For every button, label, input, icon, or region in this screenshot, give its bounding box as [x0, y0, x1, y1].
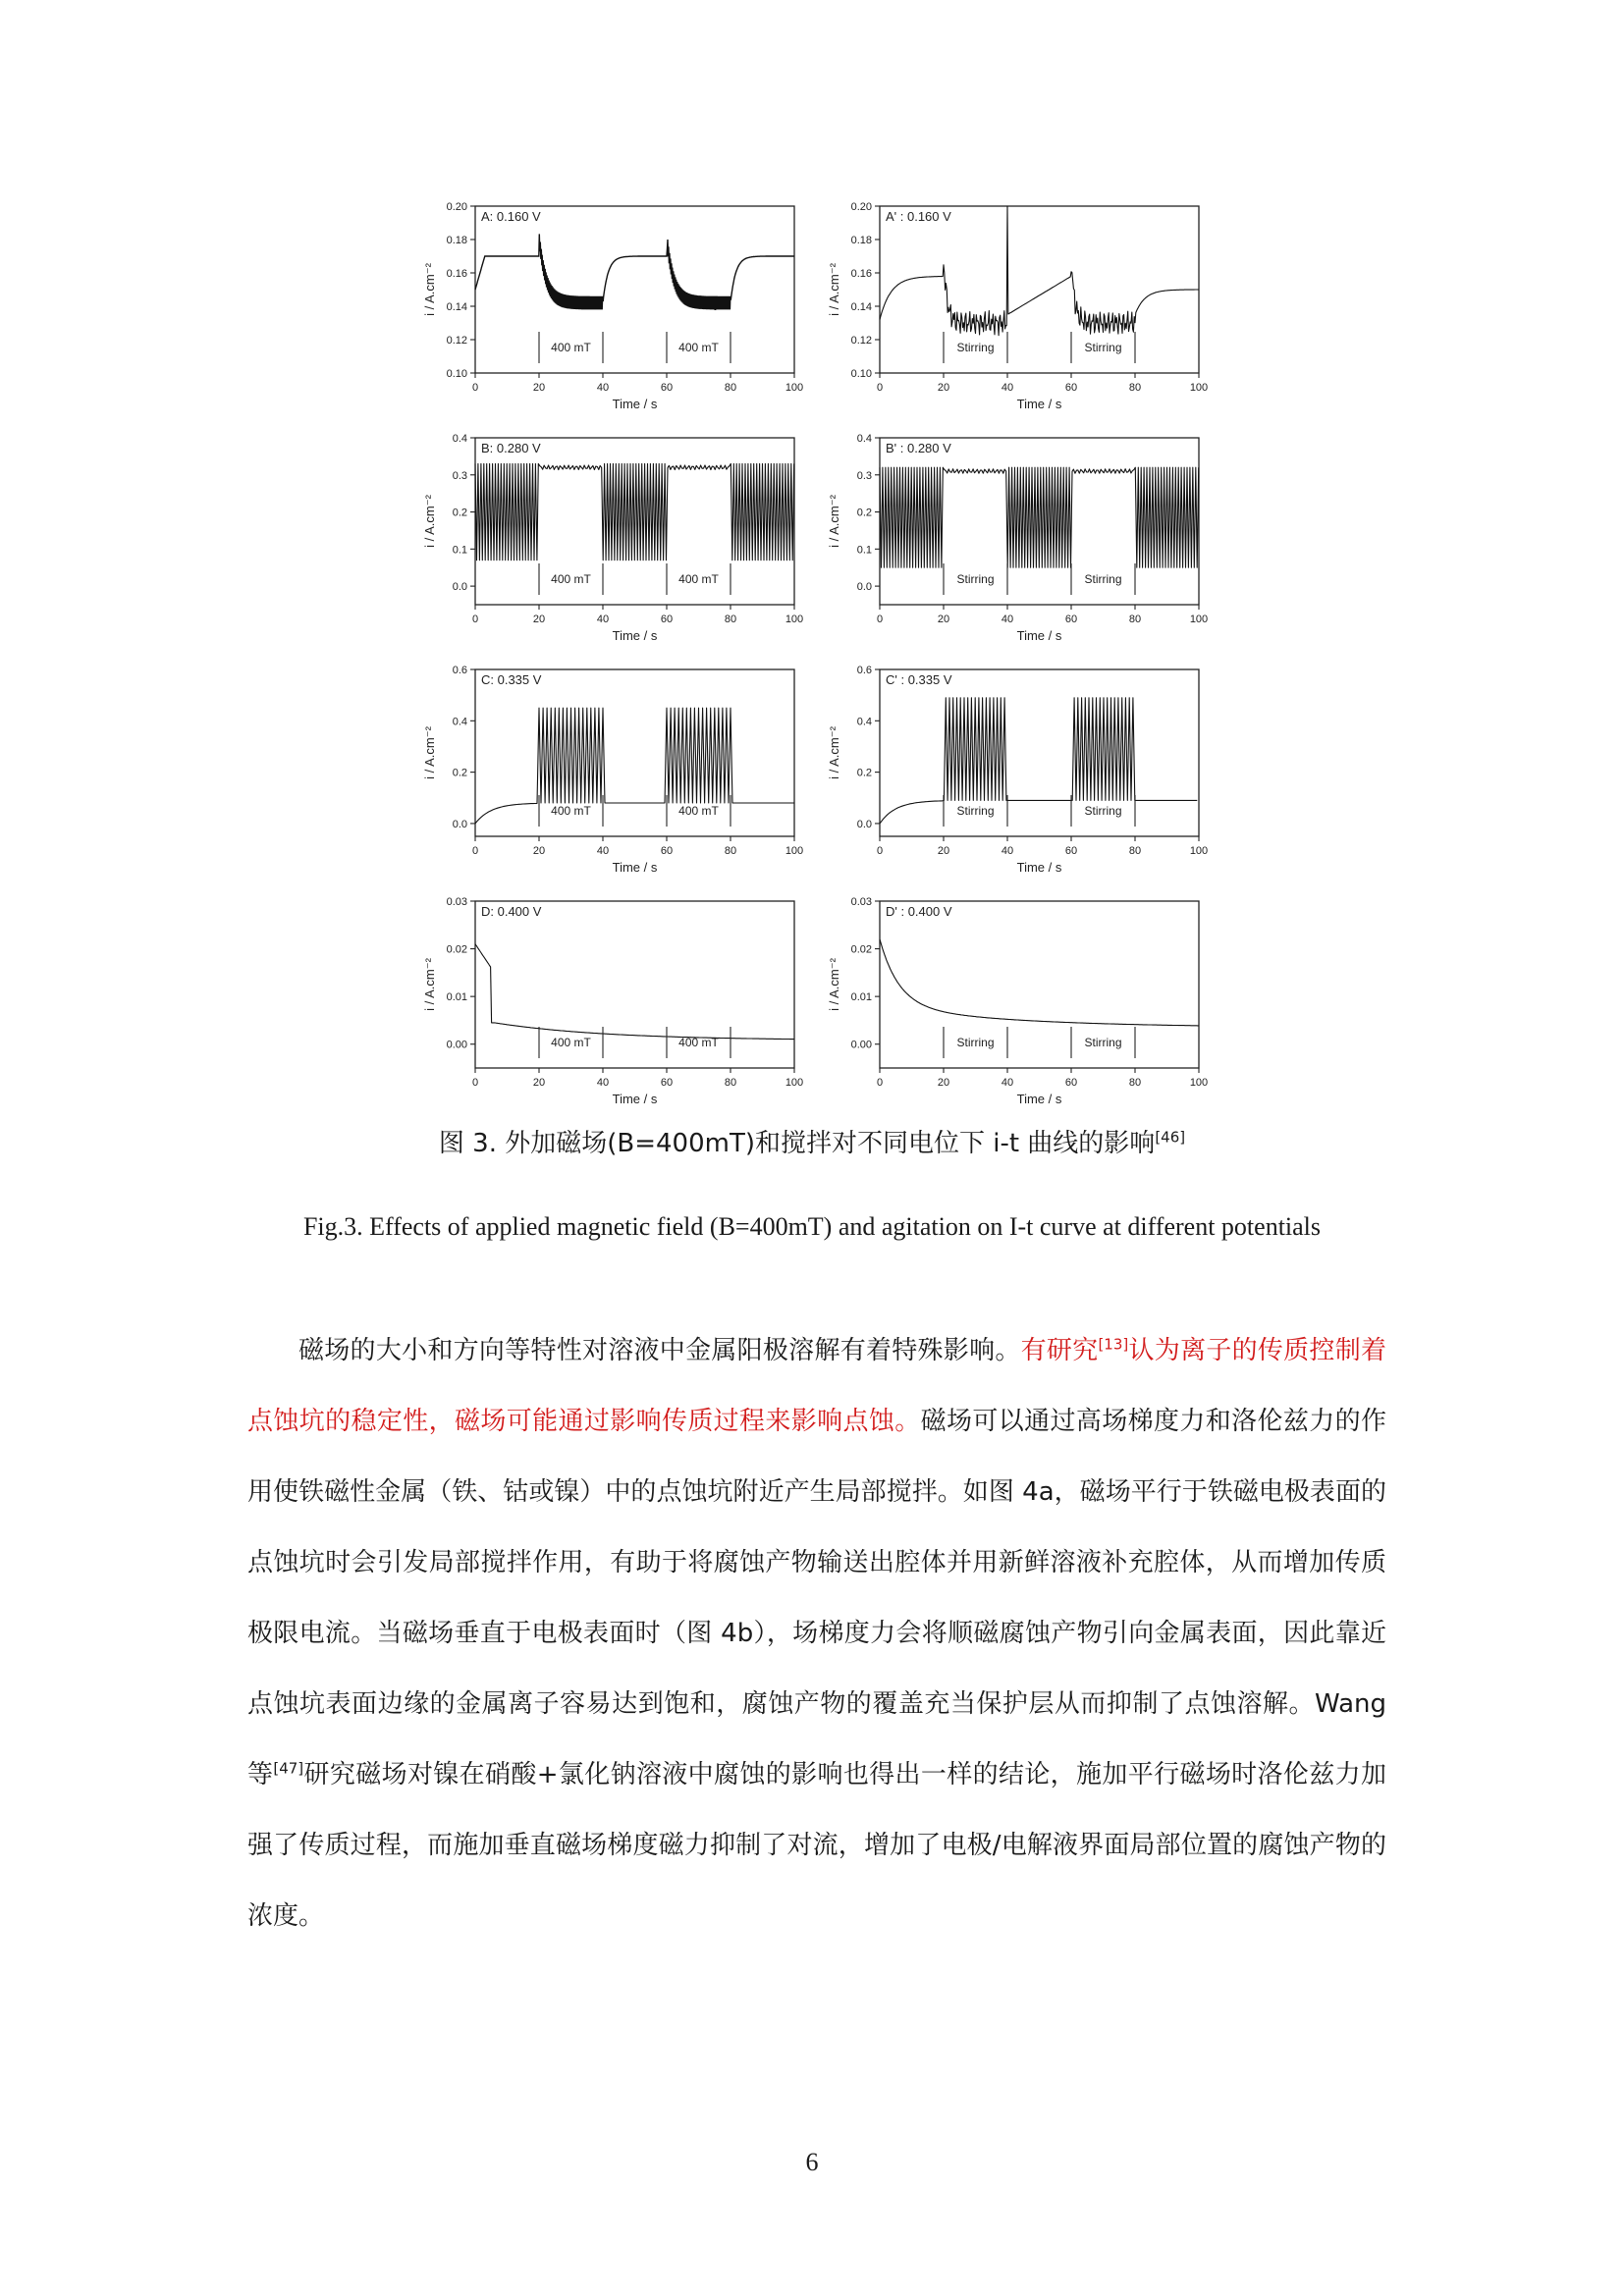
x-tick-label: 0	[876, 1077, 884, 1089]
x-axis-title: Time / s	[612, 860, 658, 875]
chart-panel	[420, 887, 804, 1117]
x-tick-label: 60	[1064, 845, 1078, 857]
panel-title: C: 0.335 V	[481, 672, 542, 687]
chart-panel	[825, 656, 1209, 885]
y-tick-label: 0.00	[446, 1039, 467, 1051]
y-tick-label: 0.01	[850, 991, 872, 1004]
x-tick-label: 80	[724, 614, 737, 625]
x-tick-label: 60	[660, 614, 674, 625]
chart-svg	[825, 192, 1209, 422]
y-tick-label: 0.12	[850, 335, 872, 347]
y-tick-label: 0.01	[446, 991, 467, 1004]
x-tick-label: 0	[876, 614, 884, 625]
body-paragraph: 磁场的大小和方向等特性对溶液中金属阳极溶解有着特殊影响。有研究[13]认为离子的传质控制着点蚀坑的稳定性，磁场可能通过影响传质过程来影响点蚀。磁场可以通过高场梯度力和洛伦兹力的作用使铁磁性金属（铁、钴或镍）中的点蚀坑附近产生局部搅拌。如图 4a，磁场平行于铁磁电极表面的点蚀坑时会引发局部搅拌作用，有助于将腐蚀产物输送出腔体并用新鲜溶液补充腔体，从而增加传质极限电流。当磁场垂直于电极表面时（图 4b），场梯度力会将顺磁腐蚀产物引向金属表面，因此靠近点蚀坑表面边缘的金属离子容易达到饱和，腐蚀产物的覆盖充当保护层从而抑制了点蚀溶解。Wang 等[47]研究磁场对镍在硝酸+氯化钠溶液中腐蚀的影响也得出一样的结论，施加平行磁场时洛伦兹力加强了传质过程，而施加垂直磁场梯度磁力抑制了对流，增加了电极/电解液界面局部位置的腐蚀产物的浓度。	[247, 1335, 1386, 1931]
y-tick-label: 0.18	[850, 235, 872, 246]
x-tick-label: 20	[937, 1077, 950, 1089]
x-tick-label: 0	[471, 1077, 479, 1089]
page-number: 6	[805, 2148, 819, 2176]
y-tick-label: 0.03	[446, 896, 467, 908]
x-tick-label: 80	[724, 845, 737, 857]
chart-panel	[420, 656, 804, 885]
panel-title: A' : 0.160 V	[886, 209, 951, 224]
x-tick-label: 100	[785, 845, 804, 857]
x-tick-label: 40	[596, 382, 610, 394]
x-tick-label: 60	[660, 382, 674, 394]
window-label: Stirring	[1084, 804, 1122, 818]
y-tick-label: 0.20	[850, 201, 872, 213]
window-label: 400 mT	[551, 341, 591, 354]
window-label: 400 mT	[678, 572, 719, 586]
chart-svg	[825, 424, 1209, 654]
y-tick-label: 0.6	[856, 665, 872, 676]
x-tick-label: 0	[876, 845, 884, 857]
x-tick-label: 80	[1128, 382, 1142, 394]
y-tick-label: 0.2	[856, 767, 872, 779]
x-tick-label: 100	[785, 382, 804, 394]
y-axis-title: i / A.cm⁻²	[422, 263, 437, 316]
x-axis-title: Time / s	[612, 397, 658, 411]
plot-frame	[475, 669, 794, 836]
x-tick-label: 0	[471, 614, 479, 625]
window-label: Stirring	[1084, 1036, 1122, 1049]
x-tick-label: 100	[1189, 382, 1209, 394]
window-label: Stirring	[956, 804, 995, 818]
y-tick-label: 0.14	[850, 301, 872, 313]
window-label: Stirring	[956, 1036, 995, 1049]
x-tick-label: 40	[596, 845, 610, 857]
y-tick-label: 0.20	[446, 201, 467, 213]
x-tick-label: 60	[660, 1077, 674, 1089]
x-tick-label: 40	[1001, 845, 1014, 857]
chart-svg	[825, 887, 1209, 1117]
x-axis-title: Time / s	[1016, 397, 1062, 411]
y-tick-label: 0.10	[446, 368, 467, 380]
x-tick-label: 60	[1064, 382, 1078, 394]
x-tick-label: 20	[937, 845, 950, 857]
y-tick-label: 0.3	[452, 469, 467, 482]
y-axis-title: i / A.cm⁻²	[827, 263, 841, 316]
plot-frame	[880, 206, 1199, 373]
x-axis-title: Time / s	[612, 1092, 658, 1106]
x-tick-label: 20	[532, 614, 546, 625]
chart-panel	[420, 192, 804, 422]
x-tick-label: 20	[937, 382, 950, 394]
y-tick-label: 0.4	[856, 433, 872, 445]
chart-svg	[825, 656, 1209, 885]
y-tick-label: 0.0	[856, 581, 872, 594]
y-tick-label: 0.12	[446, 335, 467, 347]
series-line	[475, 708, 794, 824]
x-axis-title: Time / s	[1016, 860, 1062, 875]
panel-title: D: 0.400 V	[481, 904, 542, 919]
y-axis-title: i / A.cm⁻²	[827, 958, 841, 1011]
y-tick-label: 0.6	[452, 665, 467, 676]
panel-title: D' : 0.400 V	[886, 904, 952, 919]
window-label: 400 mT	[551, 804, 591, 818]
y-axis-title: i / A.cm⁻²	[422, 495, 437, 548]
y-tick-label: 0.02	[446, 943, 467, 956]
series-line	[880, 698, 1197, 824]
x-tick-label: 80	[724, 1077, 737, 1089]
window-label: Stirring	[956, 341, 995, 354]
series-line	[475, 944, 794, 1040]
x-tick-label: 100	[1189, 845, 1209, 857]
panel-title: B' : 0.280 V	[886, 441, 951, 455]
window-label: Stirring	[956, 572, 995, 586]
figure-caption-zh: 图 3. 外加磁场(B=400mT)和搅拌对不同电位下 i-t 曲线的影响[46]	[438, 1128, 1186, 1158]
x-tick-label: 40	[596, 1077, 610, 1089]
x-tick-label: 80	[1128, 614, 1142, 625]
y-axis-title: i / A.cm⁻²	[827, 495, 841, 548]
panel-title: B: 0.280 V	[481, 441, 541, 455]
series-line	[880, 467, 1199, 567]
series-line	[880, 206, 1199, 336]
x-tick-label: 100	[785, 1077, 804, 1089]
y-tick-label: 0.03	[850, 896, 872, 908]
y-tick-label: 0.16	[850, 268, 872, 280]
window-label: Stirring	[1084, 572, 1122, 586]
x-tick-label: 60	[1064, 614, 1078, 625]
window-label: Stirring	[1084, 341, 1122, 354]
window-label: 400 mT	[551, 1036, 591, 1049]
plot-frame	[475, 901, 794, 1068]
x-tick-label: 100	[1189, 1077, 1209, 1089]
chart-svg	[420, 887, 804, 1117]
figure-3	[0, 0, 1624, 1109]
y-tick-label: 0.4	[452, 433, 467, 445]
y-tick-label: 0.18	[446, 235, 467, 246]
y-tick-label: 0.16	[446, 268, 467, 280]
y-tick-label: 0.0	[856, 818, 872, 830]
y-tick-label: 0.02	[850, 943, 872, 956]
y-tick-label: 0.00	[850, 1039, 872, 1051]
window-label: 400 mT	[678, 341, 719, 354]
figure-caption-en: Fig.3. Effects of applied magnetic field (B=400mT) and agitation on I-t curve at different potentials	[302, 1212, 1322, 1241]
x-tick-label: 40	[596, 614, 610, 625]
panel-title: A: 0.160 V	[481, 209, 541, 224]
y-tick-label: 0.10	[850, 368, 872, 380]
panel-title: C' : 0.335 V	[886, 672, 952, 687]
x-tick-label: 60	[1064, 1077, 1078, 1089]
y-tick-label: 0.2	[452, 767, 467, 779]
x-tick-label: 80	[724, 382, 737, 394]
x-tick-label: 20	[937, 614, 950, 625]
x-tick-label: 100	[785, 614, 804, 625]
x-tick-label: 40	[1001, 614, 1014, 625]
series-line	[475, 234, 794, 309]
chart-svg	[420, 424, 804, 654]
x-tick-label: 20	[532, 1077, 546, 1089]
y-tick-label: 0.14	[446, 301, 467, 313]
chart-svg	[420, 192, 804, 422]
y-tick-label: 0.0	[452, 818, 467, 830]
y-tick-label: 0.4	[856, 716, 872, 728]
x-tick-label: 0	[471, 845, 479, 857]
y-tick-label: 0.1	[452, 544, 467, 557]
y-axis-title: i / A.cm⁻²	[422, 726, 437, 779]
x-tick-label: 80	[1128, 1077, 1142, 1089]
y-tick-label: 0.1	[856, 544, 872, 557]
x-tick-label: 20	[532, 845, 546, 857]
y-tick-label: 0.4	[452, 716, 467, 728]
x-tick-label: 100	[1189, 614, 1209, 625]
x-tick-label: 0	[471, 382, 479, 394]
y-axis-title: i / A.cm⁻²	[422, 958, 437, 1011]
chart-panel	[825, 192, 1209, 422]
x-tick-label: 40	[1001, 382, 1014, 394]
chart-panel	[420, 424, 804, 654]
chart-panel	[825, 424, 1209, 654]
chart-svg	[420, 656, 804, 885]
y-axis-title: i / A.cm⁻²	[827, 726, 841, 779]
series-line	[880, 939, 1199, 1026]
y-tick-label: 0.2	[856, 507, 872, 519]
x-axis-title: Time / s	[1016, 1092, 1062, 1106]
x-axis-title: Time / s	[612, 628, 658, 643]
x-axis-title: Time / s	[1016, 628, 1062, 643]
y-tick-label: 0.0	[452, 581, 467, 594]
window-label: 400 mT	[678, 804, 719, 818]
chart-panel	[825, 887, 1209, 1117]
x-tick-label: 0	[876, 382, 884, 394]
plot-frame	[475, 206, 794, 373]
series-line	[475, 463, 794, 560]
x-tick-label: 40	[1001, 1077, 1014, 1089]
window-label: 400 mT	[678, 1036, 719, 1049]
x-tick-label: 80	[1128, 845, 1142, 857]
y-tick-label: 0.2	[452, 507, 467, 519]
window-label: 400 mT	[551, 572, 591, 586]
plot-frame	[880, 669, 1199, 836]
y-tick-label: 0.3	[856, 469, 872, 482]
x-tick-label: 60	[660, 845, 674, 857]
plot-frame	[880, 901, 1199, 1068]
x-tick-label: 20	[532, 382, 546, 394]
